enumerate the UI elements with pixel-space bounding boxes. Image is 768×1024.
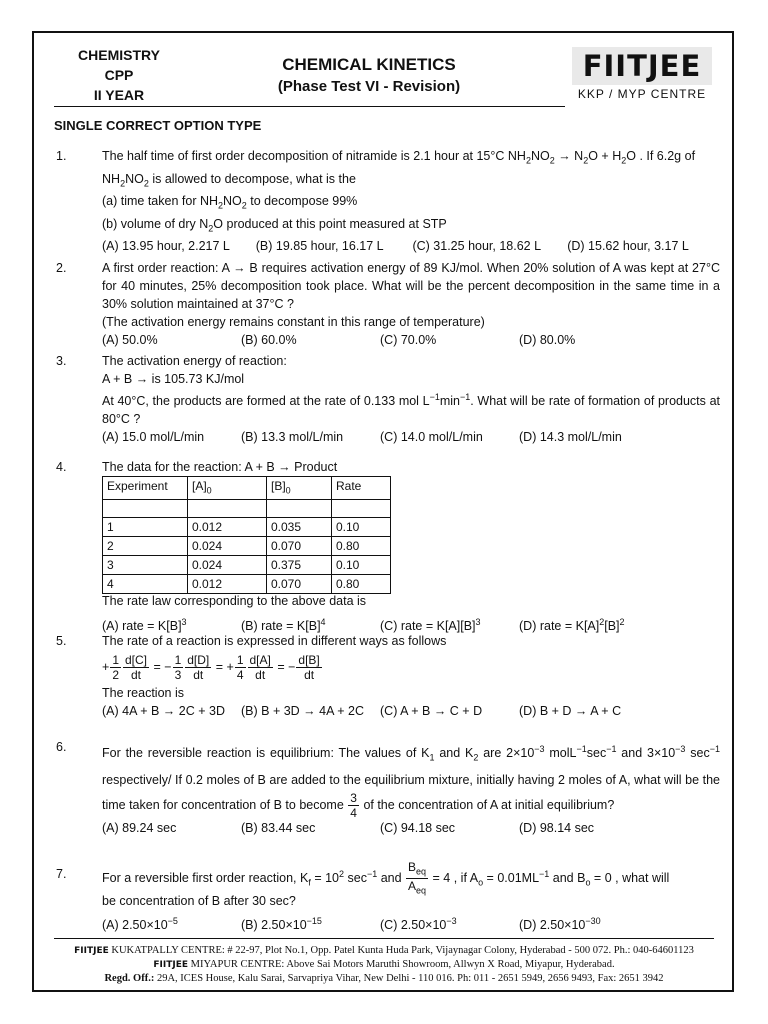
- option-c: (C) 14.0 mol/L/min: [380, 430, 483, 445]
- question-number: 1.: [56, 149, 67, 163]
- question-6-body: [102, 738, 720, 836]
- option-c: (C) 94.18 sec: [380, 820, 456, 835]
- option-c: (C) $2.50\times 10^{-3}$: [380, 915, 457, 932]
- question-5-body: The rate of a reaction is expressed in different ways as follows + $\frac{1}{2}$ $\frac{d[C]}{dt}$ = − $\frac{1}{3}$ $\frac{d[D]}{dt}$ = + $\frac{1}{4}$ $\frac{d[A]}{dt}$ = − $\frac{d[B]}{dt}$ The reaction is (A) 4A + B → 2C + 3D (B) B + 3D → 4A + 2C (C) A + B → C + D (D) B + D → A + C: [102, 632, 720, 720]
- option-d: (D) 80.0%: [519, 333, 576, 347]
- option-b: (B) 13.3 mol/L/min: [241, 430, 344, 445]
- option-d: (D) 98.14 sec: [519, 820, 595, 835]
- section-title: SINGLE CORRECT OPTION TYPE: [54, 118, 262, 133]
- option-b: (B) B + 3D → 4A + 2C: [241, 704, 364, 718]
- year-label: II YEAR: [93, 87, 145, 103]
- question-6-options: [102, 820, 720, 836]
- centre-label: KKP / MYP CENTRE: [577, 87, 707, 101]
- option-b: (B) rate = $K[B]^4$: [241, 617, 326, 634]
- question-7-text: For a reversible first order reaction, $K_f = 10^2$ $\sec^{-1}$ and $\frac{B_{eq}}{A_{eq}}$ = 4 , if $A_o = 0.01ML^{-1}$ and $B_o = 0$ , what will: [102, 859, 670, 896]
- option-c: (C) A + B → C + D: [380, 704, 483, 718]
- question-1-text: The half time of first order decomposition of nitramide is 2.1 hour at 15°C $NH_2NO_2 \to N_2O + H_2O$ . If 6.2g of: [102, 149, 696, 166]
- option-b: (B) 60.0%: [241, 333, 297, 347]
- option-c: (C) 31.25 hour, 18.62 L: [412, 239, 542, 253]
- table-row: 4 0.012 0.070 0.80: [103, 575, 391, 594]
- option-a: (A) rate = $K[B]^3$: [102, 617, 187, 634]
- footer-divider: [54, 938, 714, 939]
- worksheet-page: [32, 31, 734, 992]
- option-a: (A) $2.50\times 10^{-5}$: [102, 915, 178, 932]
- option-d: (D) 14.3 mol/L/min: [519, 430, 622, 445]
- cpp-label: CPP: [104, 67, 134, 83]
- table-row: 2 0.024 0.070 0.80: [103, 537, 391, 556]
- page-title: CHEMICAL KINETICS: [282, 55, 456, 74]
- logo-text: FIITJEE: [582, 49, 702, 83]
- option-b: (B) 83.44 sec: [241, 820, 316, 835]
- question-4-body: The data for the reaction: A + B → Product Experiment $[A]_0$ $[B]_0$ Rate 1 0.012 0.035 0.10 2 0.024 0.070 0.80 3 0.024 0.375 0.10 4 0.012 0.070 0.80 The rate law corresponding to the above data is (A) rate = $K[B]^3$ (B) rate = $K[B]^4$ (C) rate = $K[A][B]^3$ (D) rate = $K[A]^2[B]^2$: [102, 458, 720, 636]
- header-divider: [54, 106, 565, 107]
- question-number: 6.: [56, 740, 67, 754]
- question-5-text: The rate of a reaction is expressed in different ways as follows: [102, 634, 447, 648]
- rate-expression: + $\frac{1}{2}$ $\frac{d[C]}{dt}$ = − $\frac{1}{3}$ $\frac{d[D]}{dt}$ = + $\frac{1}{4}$ $\frac{d[A]}{dt}$ = − $\frac{d[B]}{dt}$: [102, 652, 320, 682]
- option-c: (C) 70.0%: [380, 333, 437, 347]
- option-d: (D) rate = $K[A]^2[B]^2$: [519, 617, 625, 634]
- question-1-options: [102, 237, 720, 255]
- question-2-body: A first order reaction: A → B requires activation energy of 89 KJ/mol. When 20% solution of A was kept at 27°C for 40 minutes, 25% decomposition took place. What will be the percent decomposition in the same time in a 30% solution maintained at 37°C ? (The activation energy remains constant in this range of temperature) (A) 50.0% (B) 60.0% (C) 70.0% (D) 80.0%: [102, 261, 720, 347]
- option-c: (C) rate = $K[A][B]^3$: [380, 617, 481, 634]
- question-4-text: The data for the reaction: A + B → Product: [102, 460, 338, 474]
- header-subject-block: [64, 45, 174, 105]
- option-b: (B) 19.85 hour, 16.17 L: [255, 239, 384, 253]
- question-number: 2.: [56, 261, 67, 275]
- question-number: 7.: [56, 867, 67, 881]
- footer-regd-office: Regd. Off.: 29A, ICES House, Kalu Sarai, Sarvapriya Vihar, New Delhi - 110 016. Ph: 011 - 2651 5949, 2656 9493, Fax: 2651 3942: [104, 973, 664, 984]
- page-subtitle: (Phase Test VI - Revision): [277, 78, 461, 95]
- option-a: (A) 13.95 hour, 2.217 L: [102, 239, 230, 253]
- option-d: (D) $2.50\times 10^{-30}$: [519, 915, 601, 932]
- footer-kukatpally: FIITJEE KUKATPALLY CENTRE: # 22-97, Plot No.1, Opp. Patel Kunta Huda Park, Vijaynagar Colony, Hyderabad - 500 072. Ph.: 040-64601123: [74, 945, 694, 956]
- option-d: (D) 15.62 hour, 3.17 L: [567, 239, 689, 253]
- question-7-body: For a reversible first order reaction, $K_f = 10^2$ $\sec^{-1}$ and $\frac{B_{eq}}{A_{eq}}$ = 4 , if $A_o = 0.01ML^{-1}$ and $B_o = 0$ , what will be concentration of B after 30 sec? (A) $2.50\times 10^{-5}$ (B) $2.50\times 10^{-15}$ (C) $2.50\times 10^{-3}$ (D) $2.50\times 10^{-30}$: [102, 859, 720, 934]
- table-header-row: Experiment $[A]_0$ $[B]_0$ Rate: [103, 477, 391, 500]
- option-a: (A) 4A + B → 2C + 3D: [102, 704, 225, 718]
- option-d: (D) B + D → A + C: [519, 704, 622, 718]
- footer-miyapur: FIITJEE MIYAPUR CENTRE: Above Sai Motors Maruthi Showroom, Allwyn X Road, Miyapur, Hyderabad.: [153, 959, 615, 970]
- option-b: (B) $2.50\times 10^{-15}$: [241, 915, 322, 932]
- fiitjee-logo: [572, 47, 712, 85]
- question-3-body: The activation energy of reaction: A + B → is 105.73 KJ/mol At 40°C, the products are formed at the rate of 0.133 mol $L^{-1}\min^{-1}$. What will be rate of formation of products at 80°C ? (A) 15.0 mol/L/min (B) 13.3 mol/L/min (C) 14.0 mol/L/min (D) 14.3 mol/L/min: [102, 354, 720, 445]
- question-number: 4.: [56, 460, 67, 474]
- subject-label: CHEMISTRY: [78, 47, 160, 63]
- question-3-text: The activation energy of reaction:: [102, 354, 287, 368]
- question-7-options: [102, 912, 720, 934]
- question-3-options: [102, 428, 720, 446]
- option-a: (A) 50.0%: [102, 333, 158, 347]
- question-6-text: For the reversible reaction is equilibrium: The values of $K_1$ and $K_2$ are $2\times 10^{-3}$ $molL^{-1}\sec^{-1}$ and $3\times 10^{-3}$ $\sec^{-1}$ respectively/ If 0.2 moles of B are added to the equilibrium mixture, initially having 2 moles of A, what will be the time taken for concentration of B to become $\frac{3}{4}$ of the concentration of A at initial equilibrium?: [102, 744, 720, 820]
- table-row: 1 0.012 0.035 0.10: [103, 518, 391, 537]
- question-number: 3.: [56, 354, 67, 368]
- question-number: 5.: [56, 634, 67, 648]
- option-a: (A) 15.0 mol/L/min: [102, 430, 205, 445]
- question-2-text: A first order reaction: A → B requires activation energy of 89 KJ/mol. When 20% solution of A was kept at 27°C for 40 minutes, 25% decomposition took place. What will be the percent decomposition in the same time in a 30% solution maintained at 37°C ?: [102, 261, 720, 311]
- table-row: 3 0.024 0.375 0.10: [103, 556, 391, 575]
- rate-data-table: [102, 476, 391, 594]
- question-5-options: [102, 702, 720, 720]
- option-a: (A) 89.24 sec: [102, 820, 177, 835]
- question-2-options: [102, 331, 720, 349]
- header-title-block: [224, 53, 514, 97]
- question-1-body: The half time of first order decomposition of nitramide is 2.1 hour at 15°C $NH_2NO_2 \to N_2O + H_2O$ . If 6.2g of $NH_2NO_2$ is allowed to decompose, what is the (a) time taken for $NH_2NO_2$ to decompose 99% (b) volume of dry $N_2O$ produced at this point measured at STP (A) 13.95 hour, 2.217 L (B) 19.85 hour, 16.17 L (C) 31.25 hour, 18.62 L (D) 15.62 hour, 3.17 L: [102, 147, 720, 255]
